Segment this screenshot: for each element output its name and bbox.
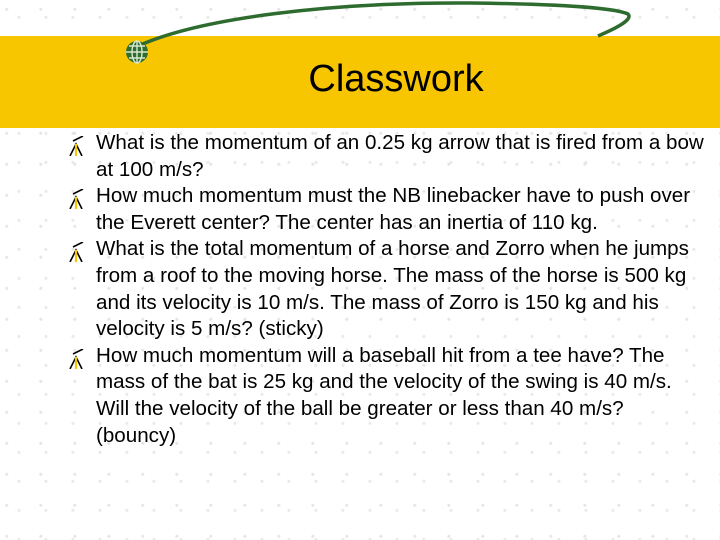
bullet-list [66,130,706,449]
bullet-text: What is the momentum of an 0.25 kg arrow that is fired from a bow at 100 m/s? [96,131,704,181]
list-item [66,343,706,449]
slide-title: Classwork [308,58,484,100]
list-item [66,130,706,183]
pen-nib-icon [66,349,86,369]
list-item [66,183,706,236]
list-item [66,236,706,342]
pen-nib-icon [66,136,86,156]
bullet-text: What is the total momentum of a horse and Zorro when he jumps from a roof to the moving horse. The mass of the horse is 500 kg and its velocity is 10 m/s. The mass of Zorro is 150 kg and his velocity is 5 m/s? (sticky) [96,237,689,341]
bullet-text: How much momentum must the NB linebacker have to push over the Everett center? The center has an inertia of 110 kg. [96,184,691,234]
pen-nib-icon [66,242,86,262]
bullet-text: How much momentum will a baseball hit from a tee have? The mass of the bat is 25 kg and the velocity of the swing is 40 m/s. Will the velocity of the ball be greater or less than 40 m/s? (bouncy) [96,343,672,447]
pen-nib-icon [66,189,86,209]
